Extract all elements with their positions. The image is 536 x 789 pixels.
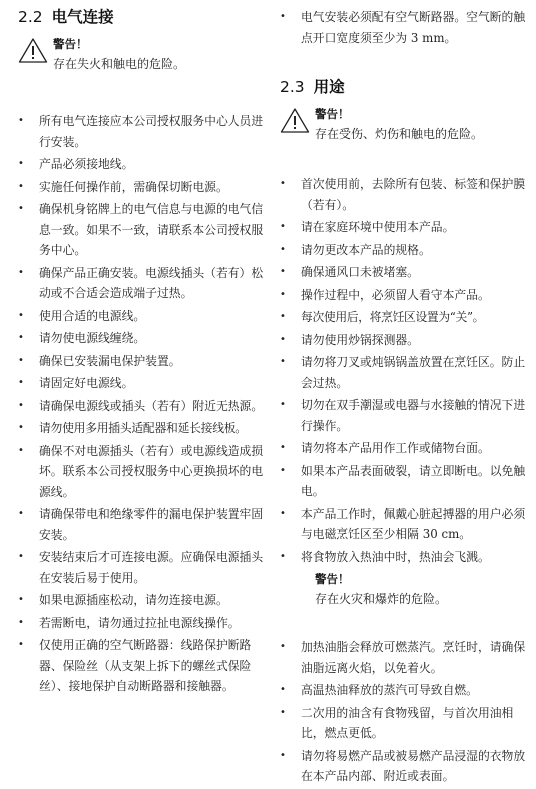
list-item: • 所有电气连接应本公司授权服务中心人员进行安装。 <box>18 111 270 152</box>
list-item: • 实施任何操作前，需确保切断电源。 <box>18 177 270 198</box>
warning-label: 警告！ <box>53 37 88 51</box>
list-item: • 请勿使电源线缠绕。 <box>18 328 270 349</box>
list-item: • 请确保电源线或插头（若有）附近无热源。 <box>18 396 270 417</box>
list-item: • 请勿使用炒锅探测器。 <box>280 330 526 351</box>
list-item: • 操作过程中，必须留人看守本产品。 <box>280 285 526 306</box>
list-item: • 确保产品正确安装。电源线插头（若有）松动或不合适会造成端子过热。 <box>18 263 270 304</box>
section-heading-2-2: 2.2 电气连接 <box>18 8 114 26</box>
list-item: • 请确保带电和绝缘零件的漏电保护装置牢固安装。 <box>18 504 270 545</box>
list-item: • 首次使用前，去除所有包装、标签和保护膜（若有）。 <box>280 174 526 215</box>
list-item: • 请固定好电源线。 <box>18 373 270 394</box>
list-item: • 确保机身铭牌上的电气信息与电源的电气信息一致。如果不一致，请联系本公司授权服务中心。 <box>18 199 270 261</box>
warning-triangle-icon <box>280 107 310 134</box>
list-item: • 加热油脂会释放可燃蒸汽。烹饪时，请确保油脂远离火焰，以免着火。 <box>280 637 526 678</box>
electrical-list <box>18 111 270 697</box>
right-column <box>280 0 526 789</box>
list-item: • 电气安装必须配有空气断路器。空气断的触点开口宽度须至少为 3 mm。 <box>280 7 526 48</box>
left-column <box>18 0 270 699</box>
warning-block-fire <box>280 571 526 621</box>
electrical-list-continued <box>280 7 526 48</box>
list-item: • 将食物放入热油中时，热油会飞溅。 <box>280 547 526 568</box>
warning-triangle-icon <box>18 37 48 64</box>
list-item: • 请勿使用多用插头适配器和延长接线板。 <box>18 418 270 439</box>
list-item: • 使用合适的电源线。 <box>18 306 270 327</box>
list-item: • 请在家庭环境中使用本产品。 <box>280 217 526 238</box>
list-item: • 仅使用正确的空气断路器：线路保护断路器、保险丝（从支架上拆下的螺丝式保险丝）、接地保护自动断路器和接触器。 <box>18 635 270 697</box>
list-item: • 请勿将刀叉或炖锅锅盖放置在烹饪区。防止会过热。 <box>280 352 526 393</box>
warning-text: 存在火灾和爆炸的危险。 <box>315 592 448 606</box>
warning-block-usage <box>280 106 526 156</box>
warning-label: 警告！ <box>315 572 350 586</box>
list-item: • 确保通风口未被堵塞。 <box>280 262 526 283</box>
list-item: • 确保不对电源插头（若有）或电源线造成损坏。联系本公司授权服务中心更换损坏的电源线。 <box>18 441 270 503</box>
list-item: • 请勿将易燃产品或被易燃产品浸湿的衣物放在本产品内部、附近或表面。 <box>280 746 526 787</box>
list-item: • 请勿更改本产品的规格。 <box>280 240 526 261</box>
list-item: • 二次用的油含有食物残留，与首次用油相比，燃点更低。 <box>280 703 526 744</box>
list-item: • 确保已安装漏电保护装置。 <box>18 351 270 372</box>
warning-text: 存在受伤、灼伤和触电的危险。 <box>315 127 484 141</box>
warning-block-electrical <box>18 36 270 86</box>
warning-text: 存在失火和触电的危险。 <box>53 57 186 71</box>
fire-list <box>280 637 526 787</box>
list-item: • 若需断电，请勿通过拉扯电源线操作。 <box>18 613 270 634</box>
warning-label: 警告！ <box>315 107 350 121</box>
list-item: • 请勿将本产品用作工作或储物台面。 <box>280 438 526 459</box>
list-item: • 高温热油释放的蒸汽可导致自燃。 <box>280 680 526 701</box>
list-item: • 安装结束后才可连接电源。应确保电源插头在安装后易于使用。 <box>18 547 270 588</box>
list-item: • 每次使用后，将烹饪区设置为“关”。 <box>280 307 526 328</box>
list-item: • 本产品工作时，佩戴心脏起搏器的用户必须与电磁烹饪区至少相隔 30 cm。 <box>280 504 526 545</box>
list-item: • 产品必须接地线。 <box>18 154 270 175</box>
list-item: • 如果本产品表面破裂，请立即断电。以免触电。 <box>280 461 526 502</box>
list-item: • 如果电源插座松动，请勿连接电源。 <box>18 590 270 611</box>
usage-list <box>280 174 526 567</box>
section-heading-2-3: 2.3 用途 <box>280 78 345 96</box>
list-item: • 切勿在双手潮湿或电器与水接触的情况下进行操作。 <box>280 395 526 436</box>
